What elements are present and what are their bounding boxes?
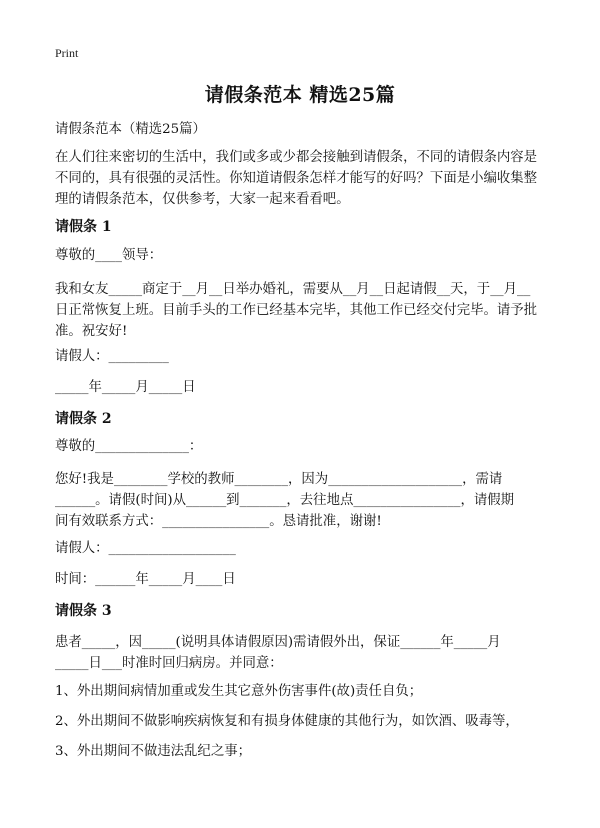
section-3-line-4: 2、外出期间不做影响疾病恢复和有损身体健康的其他行为，如饮酒、吸毒等， bbox=[55, 714, 519, 729]
section-2-line-2: 您好!我是________学校的教师________，因为____________________，需请 bbox=[55, 472, 503, 487]
section-1-line-3: 日正常恢复上班。目前手头的工作已经基本完毕，其他工作已经交付完毕。请予批 bbox=[55, 303, 538, 318]
print-link[interactable]: Print bbox=[55, 46, 79, 60]
section-2-line-3: ______。请假(时间)从______到_______，去往地点________________，请假期 bbox=[55, 493, 515, 508]
section-3-line-3: 1、外出期间病情加重或发生其它意外伤害事件(故)责任自负； bbox=[55, 684, 423, 699]
section-2-line-4: 间有效联系方式：________________。恳请批准，谢谢! bbox=[55, 514, 382, 529]
document-subtitle: 请假条范本（精选25篇） bbox=[55, 122, 206, 137]
section-1-line-2: 我和女友_____商定于__月__日举办婚礼，需要从__月__日起请假__天，于__月__ bbox=[55, 282, 531, 297]
intro-line-2: 不同的，具有很强的灵活性。你知道请假条怎样才能写的好吗？下面是小编收集整 bbox=[55, 171, 538, 186]
section-3-line-1: 患者_____，因_____(说明具体请假原因)需请假外出，保证______年_____月 bbox=[55, 635, 501, 650]
section-1-line-5: 请假人：_________ bbox=[55, 349, 169, 364]
section-2-line-6: 时间：______年_____月____日 bbox=[55, 572, 236, 587]
section-2-line-1: 尊敬的______________： bbox=[55, 439, 203, 454]
section-2-line-5: 请假人：___________________ bbox=[55, 541, 236, 556]
section-3-line-2: _____日___时准时回归病房。并同意： bbox=[55, 656, 283, 671]
section-1-line-4: 准。祝安好! bbox=[55, 324, 128, 339]
section-1-line-1: 尊敬的____领导： bbox=[55, 248, 163, 263]
intro-line-1: 在人们往来密切的生活中，我们或多或少都会接触到请假条，不同的请假条内容是 bbox=[55, 150, 538, 165]
document-title: 请假条范本 精选25篇 bbox=[204, 84, 396, 106]
section-heading-1: 请假条 1 bbox=[55, 219, 112, 235]
section-heading-2: 请假条 2 bbox=[55, 411, 112, 427]
intro-line-3: 理的请假条范本，仅供参考，大家一起来看看吧。 bbox=[55, 192, 350, 207]
section-1-line-6: _____年_____月_____日 bbox=[55, 380, 196, 395]
section-3-line-5: 3、外出期间不做违法乱纪之事； bbox=[55, 744, 251, 759]
section-heading-3: 请假条 3 bbox=[55, 603, 112, 619]
